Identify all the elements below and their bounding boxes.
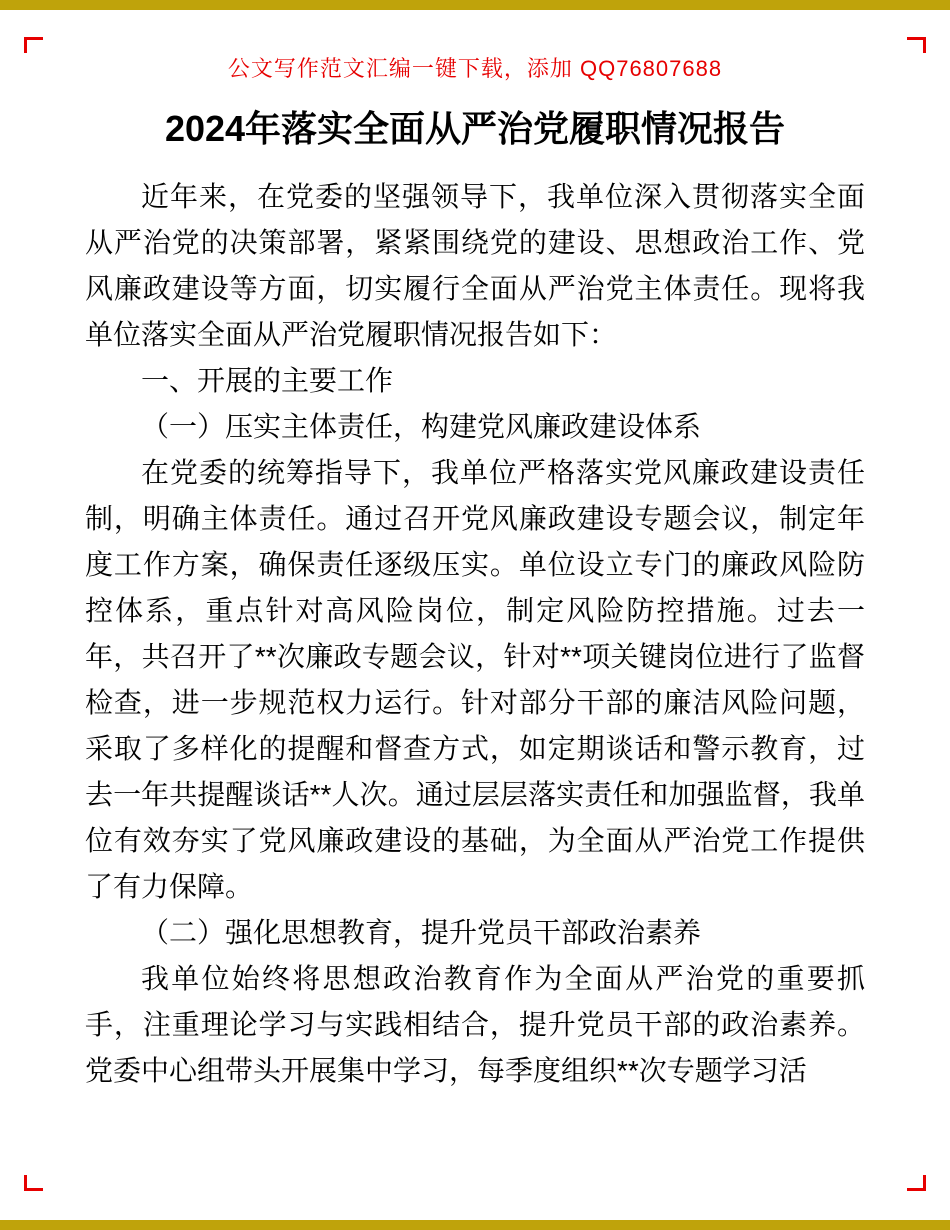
body-paragraph: 在党委的统筹指导下，我单位严格落实党风廉政建设责任制，明确主体责任。通过召开党风廉政建设专题会议，制定年度工作方案，确保责任逐级压实。单位设立专门的廉政风险防控体系，重点针对高风险岗位，制定风险防控措施。过去一年，共召开了**次廉政专题会议，针对**项关键岗位进行了监督检查，进一步规范权力运行。针对部分干部的廉洁风险问题，采取了多样化的提醒和督查方式，如定期谈话和警示教育，过去一年共提醒谈话**人次。通过层层落实责任和加强监督，我单位有效夯实了党风廉政建设的基础，为全面从严治党工作提供了有力保障。	[85, 457, 865, 902]
crop-mark-top-right	[907, 37, 926, 53]
document-title: 2024年落实全面从严治党履职情况报告	[164, 108, 786, 149]
section-heading: （一）压实主体责任，构建党风廉政建设体系	[141, 411, 702, 442]
crop-mark-bottom-left	[24, 1175, 43, 1191]
bottom-border-bar	[0, 1220, 950, 1230]
body-paragraph: 近年来，在党委的坚强领导下，我单位深入贯彻落实全面从严治党的决策部署，紧紧围绕党的建设、思想政治工作、党风廉政建设等方面，切实履行全面从严治党主体责任。现将我单位落实全面从严治党履职情况报告如下：	[85, 181, 865, 350]
body-paragraph: 我单位始终将思想政治教育作为全面从严治党的重要抓手，注重理论学习与实践相结合，提升党员干部的政治素养。党委中心组带头开展集中学习，每季度组织**次专题学习活	[85, 963, 865, 1086]
section-heading: 一、开展的主要工作	[141, 365, 394, 396]
top-border-bar	[0, 0, 950, 10]
promo-banner-text: 公文写作范文汇编一键下载，添加 QQ76807688	[227, 56, 723, 81]
crop-mark-bottom-right	[907, 1175, 926, 1191]
section-heading: （二）强化思想教育，提升党员干部政治素养	[141, 917, 702, 948]
crop-mark-top-left	[24, 37, 43, 53]
document-body	[85, 174, 865, 1094]
